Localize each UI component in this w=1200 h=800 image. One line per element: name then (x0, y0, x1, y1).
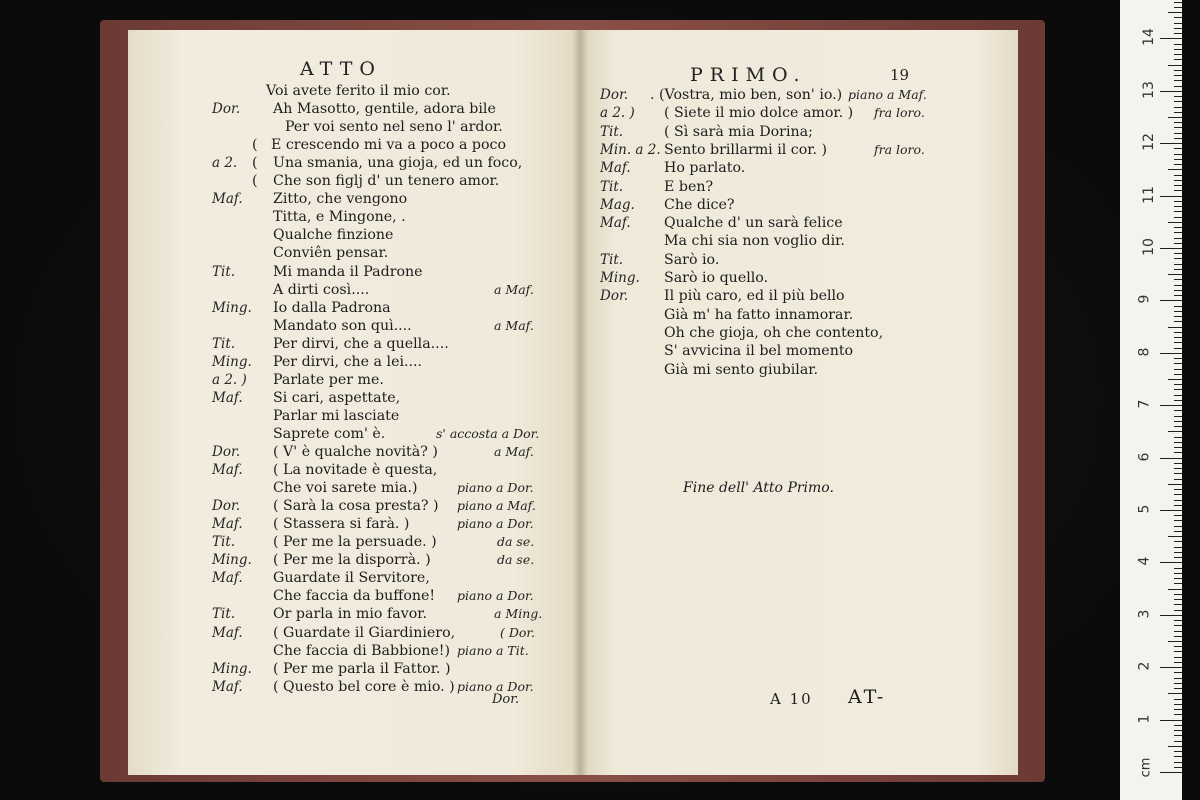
speaker-label: Mag. (600, 196, 635, 213)
verse-line: . (Vostra, mio ben, son' io.) (650, 87, 843, 103)
ruler-tick (1174, 683, 1182, 684)
ruler-tick (1168, 746, 1182, 747)
verse-line: Sarò io quello. (664, 270, 769, 286)
ruler-tick (1174, 133, 1182, 134)
ruler-tick (1174, 531, 1182, 532)
book-gutter (572, 30, 588, 775)
left-page-header: ATTO (300, 58, 382, 80)
ruler-tick (1174, 384, 1182, 385)
brace-mark: ( (252, 137, 258, 154)
verse-line: A dirti così.... (273, 281, 370, 298)
ruler-tick (1174, 358, 1182, 359)
stage-direction: a Maf. (494, 317, 534, 333)
verse-line: Guardate il Servitore, (273, 570, 430, 587)
ruler-tick (1174, 201, 1182, 202)
ruler-tick (1174, 651, 1182, 652)
ruler-tick (1174, 672, 1182, 673)
ruler-tick (1174, 175, 1182, 176)
speaker-label: a 2. ) (212, 371, 247, 388)
verse-line: Per dirvi, che a lei.... (273, 353, 423, 370)
ruler-tick (1174, 552, 1182, 553)
ruler-tick (1168, 431, 1182, 432)
ruler-tick (1174, 520, 1182, 521)
ruler-tick (1174, 557, 1182, 558)
ruler-tick (1174, 547, 1182, 548)
ruler-tick (1174, 112, 1182, 113)
ruler-label: 6 (1136, 452, 1153, 462)
ruler-tick (1174, 646, 1182, 647)
ruler-tick (1174, 578, 1182, 579)
verse-line: Mandato son quì.... (273, 317, 412, 334)
ruler-label: 5 (1136, 504, 1153, 514)
ruler-tick (1174, 164, 1182, 165)
ruler-tick (1174, 232, 1182, 233)
speaker-label: Tit. (600, 251, 624, 268)
ruler-tick (1174, 730, 1182, 731)
verse-line: Oh che gioja, oh che contento, (664, 324, 884, 341)
ruler-tick (1174, 489, 1182, 490)
ruler-tick (1174, 426, 1182, 427)
ruler-tick (1174, 452, 1182, 453)
ruler-label: 10 (1140, 238, 1157, 256)
speaker-label: Tit. (212, 606, 236, 623)
speaker-label: Dor. (212, 101, 241, 118)
stage-direction: fra loro. (874, 141, 925, 157)
ruler-tick (1174, 23, 1182, 24)
page-number: 19 (890, 66, 910, 84)
speaker-label: Ming. (212, 552, 252, 569)
ruler-tick (1160, 510, 1182, 511)
ruler-tick (1174, 54, 1182, 55)
verse-line: Già mi sento giubilar. (664, 361, 819, 378)
verse-line: Per voi sento nel seno l' ardor. (285, 119, 503, 136)
ruler-tick (1174, 342, 1182, 343)
speaker-label: Maf. (212, 462, 243, 479)
verse-line: Or parla in mio favor. (273, 606, 427, 623)
ruler-label: 12 (1140, 133, 1157, 152)
ruler-tick (1174, 594, 1182, 595)
verse-line: Ma chi sia non voglio dir. (664, 233, 845, 250)
speaker-label: Tit. (600, 178, 624, 195)
stage-direction: piano a Maf. (848, 87, 927, 102)
ruler-tick (1174, 369, 1182, 370)
ruler-tick (1168, 117, 1182, 118)
speaker-label: Tit. (600, 123, 624, 140)
ruler-tick (1160, 562, 1182, 563)
ruler-tick (1168, 484, 1182, 485)
ruler-tick (1174, 479, 1182, 480)
ruler-tick (1168, 536, 1182, 537)
ruler-tick (1174, 437, 1182, 438)
ruler-tick (1174, 185, 1182, 186)
verse-line: Conviên pensar. (273, 245, 389, 262)
ruler-tick (1174, 657, 1182, 658)
verse-line: Che faccia di Babbione!) (273, 642, 451, 659)
ruler-tick (1174, 421, 1182, 422)
verse-line: ( Sarà la cosa presta? ) (273, 498, 439, 515)
ruler-tick (1168, 274, 1182, 275)
ruler-tick (1174, 756, 1182, 757)
ruler-tick (1174, 180, 1182, 181)
ruler-tick (1160, 300, 1182, 301)
verse-line: Che son figlj d' un tenero amor. (273, 173, 500, 190)
ruler-tick (1174, 725, 1182, 726)
stage-direction: piano a Dor. (457, 516, 534, 532)
ruler-tick (1174, 290, 1182, 291)
ruler-tick (1174, 620, 1182, 621)
measurement-ruler (1120, 0, 1182, 800)
ruler-tick (1174, 348, 1182, 349)
speaker-label: Tit. (212, 534, 236, 551)
ruler-tick (1174, 159, 1182, 160)
ruler-tick (1174, 568, 1182, 569)
verse-line: ( Per me la disporrà. ) (273, 552, 431, 569)
speaker-label: Maf. (600, 215, 631, 232)
ruler-tick (1174, 59, 1182, 60)
ruler-tick (1174, 253, 1182, 254)
ruler-tick (1174, 468, 1182, 469)
ruler-tick (1174, 473, 1182, 474)
ruler-tick (1160, 143, 1182, 144)
speaker-label: Dor. (212, 498, 241, 515)
ruler-tick (1174, 101, 1182, 102)
ruler-unit: cm (1138, 757, 1154, 778)
speaker-label: Dor. (212, 444, 241, 460)
stage-direction: a Maf. (494, 281, 534, 297)
stage-direction: ( Dor. (500, 624, 535, 640)
ruler-tick (1174, 374, 1182, 375)
ruler-tick (1174, 678, 1182, 679)
ruler-tick (1174, 573, 1182, 574)
ruler-tick (1174, 714, 1182, 715)
verse-line: Saprete com' è. (273, 425, 386, 442)
ruler-tick (1160, 248, 1182, 249)
ruler-tick (1174, 500, 1182, 501)
ruler-tick (1174, 541, 1182, 542)
verse-line: Che faccia da buffone! (273, 588, 436, 605)
verse-line: ( V' è qualche novità? ) (273, 444, 438, 460)
ruler-tick (1174, 337, 1182, 338)
speaker-label: Maf. (212, 678, 243, 695)
ruler-tick (1168, 641, 1182, 642)
ruler-tick (1160, 405, 1182, 406)
ruler-label: 4 (1136, 556, 1153, 566)
ruler-tick (1174, 767, 1182, 768)
verse-line: Qualche finzione (273, 227, 394, 244)
verse-line: ( Guardate il Giardiniero, (273, 624, 456, 641)
ruler-tick (1174, 604, 1182, 605)
verse-line: Zitto, che vengono (273, 191, 408, 208)
speaker-label: Ming. (212, 660, 252, 677)
brace-mark: ( (252, 173, 258, 190)
ruler-tick (1174, 96, 1182, 97)
ruler-tick (1174, 285, 1182, 286)
ruler-tick (1174, 17, 1182, 18)
verse-line: Titta, e Mingone, . (273, 209, 406, 226)
verse-line: E ben? (664, 178, 714, 195)
right-page-header: PRIMO. (690, 64, 807, 86)
ruler-tick (1174, 33, 1182, 34)
ruler-tick (1160, 772, 1182, 773)
verse-line: Che dice? (664, 196, 735, 213)
ruler-tick (1174, 625, 1182, 626)
ruler-tick (1174, 688, 1182, 689)
speaker-label: Tit. (212, 263, 236, 280)
ruler-tick (1174, 447, 1182, 448)
ruler-tick (1160, 196, 1182, 197)
speaker-label: Maf. (600, 160, 631, 177)
ruler-tick (1174, 2, 1182, 3)
verse-line: ( Sì sarà mia Dorina; (664, 123, 813, 140)
ruler-tick (1174, 211, 1182, 212)
verse-line: ( Siete il mio dolce amor. ) (664, 105, 854, 122)
speaker-label: Ming. (212, 353, 252, 370)
ruler-tick (1174, 332, 1182, 333)
verse-line: Sarò io. (664, 251, 720, 268)
verse-line: Che voi sarete mia.) (273, 480, 418, 497)
ruler-tick (1160, 458, 1182, 459)
verse-line: Ah Masotto, gentile, adora bile (273, 101, 496, 118)
speaker-label: Dor. (600, 288, 629, 305)
ruler-tick (1160, 615, 1182, 616)
end-of-act-line: Fine dell' Atto Primo. (683, 480, 834, 496)
ruler-tick (1174, 269, 1182, 270)
stage-direction: piano a Dor. (457, 588, 534, 604)
ruler-tick (1174, 709, 1182, 710)
ruler-tick (1174, 442, 1182, 443)
ruler-tick (1160, 353, 1182, 354)
stage-direction: piano a Dor. (457, 480, 534, 496)
ruler-tick (1174, 583, 1182, 584)
ruler-tick (1168, 222, 1182, 223)
ruler-tick (1174, 75, 1182, 76)
speaker-label: Maf. (212, 570, 243, 587)
ruler-tick (1174, 389, 1182, 390)
ruler-tick (1174, 311, 1182, 312)
stage-direction: piano a Maf. (457, 498, 536, 514)
speaker-label: Maf. (212, 191, 243, 208)
speaker-label: Ming. (212, 299, 252, 316)
ruler-tick (1168, 693, 1182, 694)
ruler-label: 13 (1140, 80, 1157, 99)
ruler-tick (1160, 38, 1182, 39)
verse-line: Ho parlato. (664, 160, 746, 177)
ruler-label: 1 (1136, 714, 1153, 724)
ruler-tick (1174, 410, 1182, 411)
stage-direction: fra loro. (874, 105, 925, 121)
verse-line: Per dirvi, che a quella.... (273, 335, 449, 352)
ruler-tick (1174, 127, 1182, 128)
ruler-tick (1174, 238, 1182, 239)
speaker-label: Tit. (212, 335, 236, 352)
verse-line: Parlar mi lasciate (273, 407, 400, 424)
ruler-tick (1174, 86, 1182, 87)
verse-line: Parlate per me. (273, 371, 384, 388)
ruler-label: 11 (1140, 185, 1157, 204)
stage-direction: piano a Tit. (457, 642, 529, 658)
verse-line: ( La novitade è questa, (273, 462, 438, 479)
ruler-tick (1174, 44, 1182, 45)
ruler-tick (1168, 379, 1182, 380)
verse-line: Io dalla Padrona (273, 299, 391, 316)
ruler-tick (1174, 321, 1182, 322)
signature-mark: A 10 (770, 690, 813, 708)
ruler-tick (1174, 243, 1182, 244)
verse-line: Si cari, aspettate, (273, 389, 401, 406)
ruler-tick (1174, 80, 1182, 81)
verse-line: ( Stassera si farà. ) (273, 516, 410, 533)
verse-line: Qualche d' un sarà felice (664, 215, 843, 232)
ruler-tick (1174, 264, 1182, 265)
ruler-tick (1174, 463, 1182, 464)
ruler-tick (1160, 720, 1182, 721)
verse-line: Il più caro, ed il più bello (664, 288, 845, 305)
speaker-label: Maf. (212, 624, 243, 641)
ruler-label: 2 (1136, 661, 1153, 671)
ruler-tick (1174, 28, 1182, 29)
ruler-tick (1168, 169, 1182, 170)
ruler-tick (1174, 662, 1182, 663)
speaker-label: Maf. (212, 389, 243, 406)
ruler-tick (1174, 395, 1182, 396)
ruler-label: 14 (1140, 28, 1157, 47)
ruler-tick (1174, 148, 1182, 149)
ruler-tick (1174, 741, 1182, 742)
verse-line: S' avvicina il bel momento (664, 343, 854, 360)
speaker-label: Ming. (600, 270, 640, 286)
ruler-tick (1160, 667, 1182, 668)
ruler-tick (1174, 49, 1182, 50)
ruler-tick (1174, 363, 1182, 364)
speaker-label: Dor. (600, 87, 629, 103)
ruler-tick (1174, 122, 1182, 123)
ruler-tick (1174, 735, 1182, 736)
ruler-tick (1174, 526, 1182, 527)
speaker-label: Min. a 2. (600, 141, 661, 158)
ruler-tick (1174, 138, 1182, 139)
stage-direction: a Ming. (494, 606, 543, 622)
ruler-label: 7 (1136, 399, 1153, 409)
ruler-tick (1168, 65, 1182, 66)
ruler-tick (1174, 599, 1182, 600)
ruler-tick (1174, 631, 1182, 632)
ruler-tick (1174, 306, 1182, 307)
ruler-tick (1168, 12, 1182, 13)
ruler-tick (1174, 258, 1182, 259)
stage-direction: s' accosta a Dor. (436, 425, 540, 441)
ruler-tick (1174, 704, 1182, 705)
ruler-tick (1174, 7, 1182, 8)
ruler-tick (1174, 206, 1182, 207)
ruler-tick (1174, 316, 1182, 317)
stage-direction: piano a Dor. (457, 678, 534, 694)
ruler-tick (1174, 295, 1182, 296)
verse-line: Sento brillarmi il cor. ) (664, 141, 828, 158)
ruler-tick (1174, 699, 1182, 700)
ruler-tick (1168, 327, 1182, 328)
brace-mark: ( (252, 155, 258, 172)
ruler-tick (1174, 751, 1182, 752)
left-catchword: Dor. (492, 692, 520, 707)
verse-line: Mi manda il Padrone (273, 263, 423, 280)
ruler-tick (1174, 515, 1182, 516)
speaker-label: Maf. (212, 516, 243, 533)
ruler-tick (1160, 91, 1182, 92)
ruler-label: 8 (1136, 347, 1153, 357)
verse-line: Voi avete ferito il mio cor. (266, 83, 451, 99)
verse-line: Già m' ha fatto innamorar. (664, 306, 854, 323)
ruler-tick (1174, 610, 1182, 611)
stage-direction: a Maf. (494, 444, 534, 459)
ruler-tick (1174, 154, 1182, 155)
right-catchword: AT- (848, 686, 887, 708)
ruler-tick (1174, 217, 1182, 218)
ruler-label: 3 (1136, 609, 1153, 619)
ruler-tick (1174, 505, 1182, 506)
speaker-label: a 2. (212, 155, 238, 172)
ruler-tick (1174, 107, 1182, 108)
verse-line: ( Per me parla il Fattor. ) (273, 660, 451, 677)
ruler-tick (1174, 279, 1182, 280)
ruler-tick (1174, 227, 1182, 228)
speaker-label: a 2. ) (600, 105, 635, 122)
verse-line: ( Questo bel core è mio. ) (273, 678, 455, 695)
ruler-tick (1174, 416, 1182, 417)
stage-direction: da se. (497, 534, 535, 550)
verse-line: E crescendo mi va a poco a poco (271, 137, 507, 154)
ruler-tick (1174, 636, 1182, 637)
ruler-tick (1174, 190, 1182, 191)
ruler-tick (1174, 494, 1182, 495)
verse-line: Una smania, una gioja, ed un foco, (273, 155, 523, 172)
stage-direction: da se. (497, 552, 535, 568)
ruler-tick (1168, 589, 1182, 590)
verse-line: ( Per me la persuade. ) (273, 534, 437, 551)
ruler-tick (1174, 400, 1182, 401)
ruler-label: 9 (1136, 294, 1153, 304)
ruler-tick (1174, 70, 1182, 71)
ruler-tick (1174, 762, 1182, 763)
